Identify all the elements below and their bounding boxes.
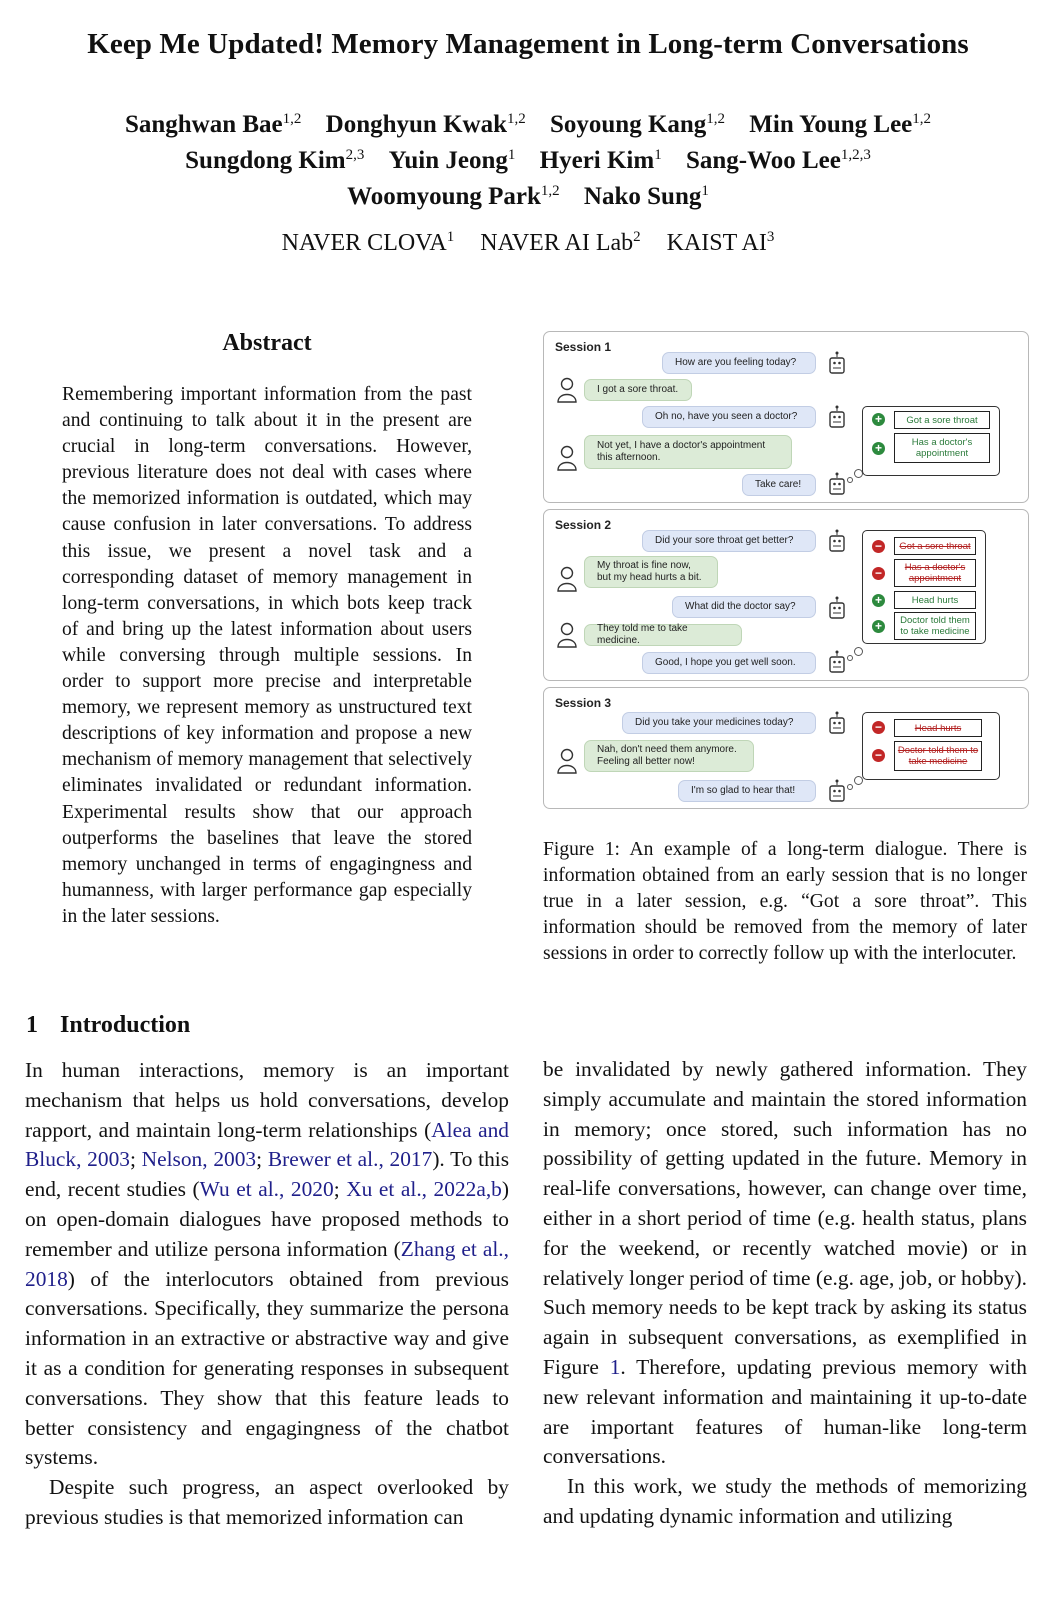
text-run: ) of the interlocutors obtained from previous conversations. Specifically, they summarize the persona information in an extractive or abstractive way and give it as a condition for generating responses in subsequent conversations. They show that this feature leads to better consistency and engagingness of the chatbot systems. bbox=[25, 1266, 509, 1470]
bot-message: Good, I hope you get well soon. bbox=[642, 652, 816, 674]
text-run: ). To this end, recent studies ( bbox=[25, 1147, 510, 1202]
citation-link[interactable]: Xu et al., 2022a,b bbox=[346, 1177, 502, 1202]
memory-item: Got a sore throat bbox=[894, 411, 990, 429]
memory-item: Doctor told them to take medicine bbox=[894, 741, 982, 771]
memory-item: Got a sore throat bbox=[894, 537, 976, 555]
person-icon bbox=[556, 622, 578, 648]
text-run: In human interactions, memory is an important mechanism that helps us hold conversations, develop rapport, and maintain long-term relationships ( bbox=[25, 1058, 509, 1142]
memory-item: Has a doctor's appointment bbox=[894, 559, 976, 587]
author: Soyoung Kang$^{1,2}$ bbox=[549, 111, 726, 138]
minus-circle-icon: − bbox=[872, 540, 885, 553]
author: Sang-Woo Lee$^{1,2,3}$ bbox=[685, 147, 871, 174]
paragraph bbox=[543, 1055, 1027, 1472]
citation-link[interactable]: Alea and Bluck, 2003 bbox=[25, 1117, 509, 1172]
intro-left-column bbox=[25, 1056, 509, 1533]
paragraph bbox=[25, 1056, 509, 1473]
memory-item: Has a doctor's appointment bbox=[894, 433, 990, 463]
abstract-text: Remembering important information from the past and continuing to talk about it in the present are crucial in long-term conversations. However, previous literature does not deal with cases where the memorized information is outdated, which may cause confusion in later conversations. To address this issue, we present a novel task and a corresponding dataset of memory management in long-term conversations, in which bots keep track of and bring up the latest information about users while conversing through multiple sessions. In order to support more precise and interpretable memory, we represent memory as unstructured text descriptions of key information and propose a new mechanism of memory management that selectively eliminates invalidated or redundant information. Experimental results show that our approach outperforms the baselines that leave the stored memory unchanged in terms of engagingness and humanness, with larger performance gap especially in the later sessions. bbox=[62, 384, 472, 927]
affiliation: KAIST $AI^3$ bbox=[666, 229, 775, 256]
author: Donghyun Kwak$^{1,2}$ bbox=[325, 111, 526, 138]
citation-link[interactable]: Wu et al., 2020 bbox=[199, 1177, 334, 1202]
robot-icon bbox=[828, 711, 846, 735]
user-message: They told me to take medicine. bbox=[584, 624, 742, 646]
user-message: Nah, don't need them anymore. Feeling all better now! bbox=[584, 740, 754, 772]
person-icon bbox=[556, 445, 578, 471]
bot-message: I'm so glad to hear that! bbox=[678, 780, 816, 802]
session-label: Session 3 bbox=[555, 696, 612, 710]
plus-circle-icon: + bbox=[872, 442, 885, 455]
text-run: ; bbox=[333, 1177, 347, 1202]
author: Yuin Jeong$^1$ bbox=[388, 147, 516, 174]
minus-circle-icon: − bbox=[872, 749, 885, 762]
bot-message: How are you feeling today? bbox=[662, 352, 816, 374]
citation-link[interactable]: Nelson, 2003 bbox=[141, 1147, 257, 1172]
author: Nako Sung$^1$ bbox=[583, 183, 709, 210]
affiliation: NAVER AI Lab$^2$ bbox=[480, 229, 641, 256]
abstract-heading: Abstract bbox=[222, 330, 312, 356]
paper-title: Keep Me Updated! Memory Management in Long-term Conversations bbox=[87, 28, 969, 60]
thought-dot bbox=[847, 477, 853, 483]
text-run: ; bbox=[129, 1147, 142, 1172]
text-run: ; bbox=[256, 1147, 268, 1172]
robot-icon bbox=[828, 529, 846, 553]
robot-icon bbox=[828, 351, 846, 375]
robot-icon bbox=[828, 472, 846, 496]
citation-link[interactable]: Zhang et al., 2018 bbox=[25, 1236, 509, 1291]
citation-link[interactable]: 1 bbox=[609, 1354, 621, 1379]
robot-icon bbox=[828, 650, 846, 674]
text-run: be invalidated by newly gathered information. They simply accumulate and maintain the stored information in memory; once stored, such information has no possibility of getting updated in the future. Memory in real-life conversations, however, can change over time, either in a short period of time (e.g. health status, plans for the weekend, or recently watched movie) or in relatively longer period of time (e.g. age, job, or hobby). Such memory needs to be kept track by asking its status again in subsequent conversations, as exemplified in Figure bbox=[543, 1057, 1027, 1379]
text-run: . Therefore, updating previous memory with new relevant information and maintaining it up-to-date are important features of human-like long-term conversations. bbox=[543, 1354, 1027, 1469]
thought-dot bbox=[847, 784, 853, 790]
bot-message: Did you take your medicines today? bbox=[622, 712, 816, 734]
section-number: 1 bbox=[26, 1012, 38, 1038]
person-icon bbox=[556, 748, 578, 774]
bot-message: Oh no, have you seen a doctor? bbox=[642, 406, 816, 428]
section-title: Introduction bbox=[60, 1012, 191, 1038]
figure-1 bbox=[543, 331, 1029, 821]
robot-icon bbox=[828, 405, 846, 429]
author: Sungdong Kim$^{2,3}$ bbox=[185, 147, 365, 174]
section-heading bbox=[26, 1012, 190, 1039]
bot-message: Did your sore throat get better? bbox=[642, 530, 816, 552]
bot-message: Take care! bbox=[742, 474, 816, 496]
paragraph: In this work, we study the methods of memorizing and updating dynamic information and utilizing bbox=[543, 1474, 1027, 1528]
memory-box bbox=[862, 406, 1000, 476]
robot-icon bbox=[828, 779, 846, 803]
plus-circle-icon: + bbox=[872, 413, 885, 426]
memory-item: Head hurts bbox=[894, 591, 976, 609]
person-icon bbox=[556, 377, 578, 403]
session-2-panel bbox=[543, 509, 1029, 681]
memory-box bbox=[862, 712, 1000, 780]
citation-link[interactable]: Brewer et al., 2017 bbox=[267, 1147, 433, 1172]
minus-circle-icon: − bbox=[872, 721, 885, 734]
user-message: My throat is fine now, but my head hurts a bit. bbox=[584, 556, 718, 588]
paragraph: Despite such progress, an aspect overlooked by previous studies is that memorized information can bbox=[25, 1475, 509, 1529]
user-message: Not yet, I have a doctor's appointment this afternoon. bbox=[584, 435, 792, 469]
bot-message: What did the doctor say? bbox=[672, 596, 816, 618]
text-run: ) on open-domain dialogues have proposed methods to remember and utilize persona information ( bbox=[25, 1177, 510, 1261]
person-icon bbox=[556, 566, 578, 592]
author: Min Young Lee$^{1,2}$ bbox=[749, 111, 932, 138]
plus-circle-icon: + bbox=[872, 620, 885, 633]
session-label: Session 1 bbox=[555, 340, 612, 354]
intro-right-column bbox=[543, 1055, 1027, 1532]
thought-dot bbox=[854, 647, 863, 656]
session-3-panel bbox=[543, 687, 1029, 809]
user-message: I got a sore throat. bbox=[584, 379, 692, 401]
author: Sanghwan Bae$^{1,2}$ bbox=[124, 111, 302, 138]
author: Woomyoung Park$^{1,2}$ bbox=[347, 183, 560, 210]
plus-circle-icon: + bbox=[872, 594, 885, 607]
thought-dot bbox=[847, 655, 853, 661]
session-label: Session 2 bbox=[555, 518, 612, 532]
memory-item: Head hurts bbox=[894, 719, 982, 737]
memory-box bbox=[862, 530, 986, 644]
affiliations bbox=[0, 229, 1056, 257]
minus-circle-icon: − bbox=[872, 567, 885, 580]
memory-item: Doctor told them to take medicine bbox=[894, 612, 976, 640]
author-list bbox=[0, 104, 1056, 212]
session-1-panel bbox=[543, 331, 1029, 503]
figure-caption: Figure 1: An example of a long-term dialogue. There is information obtained from an early session that is no longer true in a later session, e.g. “Got a sore throat”. This information should be removed from the memory of later sessions in order to correctly follow up with the interlocuter. bbox=[543, 839, 1027, 964]
robot-icon bbox=[828, 596, 846, 620]
affiliation: NAVER CLOVA$^1$ bbox=[281, 229, 455, 256]
author: Hyeri Kim$^1$ bbox=[539, 147, 662, 174]
